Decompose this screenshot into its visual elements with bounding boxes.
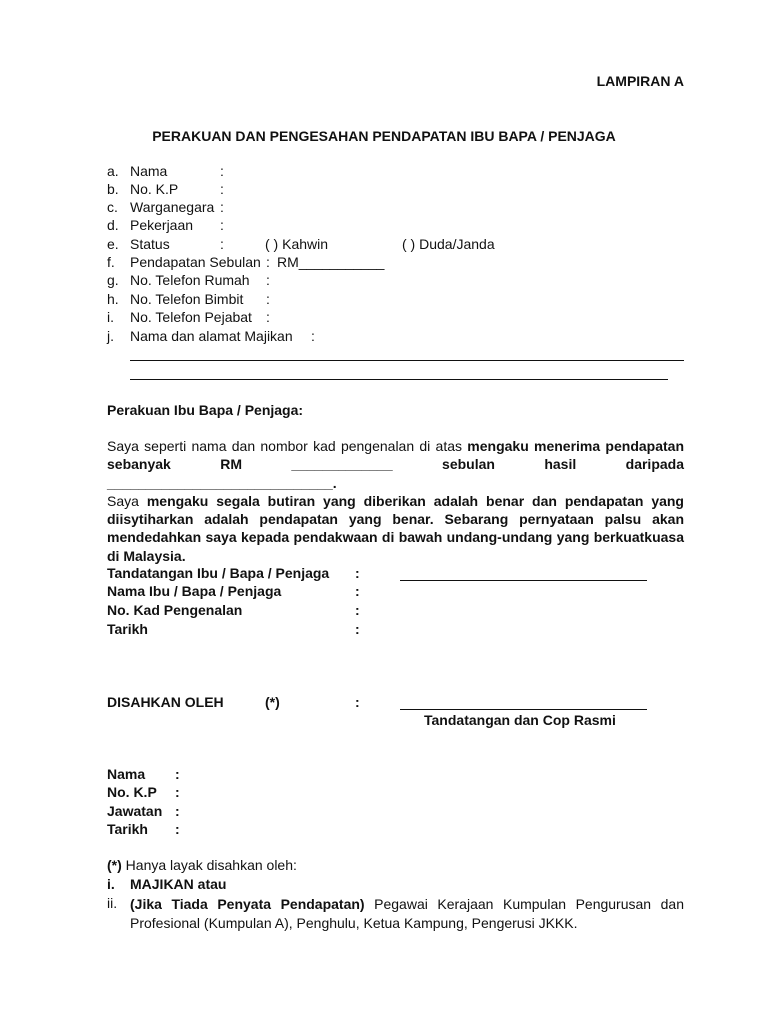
footnote-item-number: i. [107, 876, 115, 892]
field-letter: i. [107, 309, 114, 325]
footnote-mark: (*) [107, 857, 122, 873]
field-letter: e. [107, 236, 119, 252]
field-colon: : [266, 291, 270, 307]
field-colon: : [311, 328, 315, 344]
officer-name-label: Nama [107, 766, 146, 782]
field-label: Pekerjaan [130, 217, 194, 233]
field-label: No. Telefon Pejabat [130, 309, 252, 325]
footnote-item-officials-text: Pegawai Kerajaan Kumpulan Pengurusan dan Profesional (Kumpulan A), Penghulu, Ketua Kampung, Pengerusi JKKK. [130, 896, 684, 931]
field-letter: d. [107, 217, 119, 233]
footnote-item-officials [130, 895, 684, 933]
field-colon: : [266, 254, 270, 270]
declaration-sentence-1-normal: Saya seperti nama dan nombor kad pengenalan di atas [107, 438, 468, 454]
field-colon: : [220, 199, 224, 215]
date-colon: : [355, 621, 360, 637]
ic-number-colon: : [355, 602, 360, 618]
footnote-intro [107, 857, 297, 873]
field-letter: j. [107, 328, 114, 344]
declaration-sentence-1-bold: mengaku menerima pendapatan sebanyak RM _____________ sebulan hasil daripada _____________________________. [107, 438, 685, 491]
signature-label: Tandatangan Ibu / Bapa / Penjaga [107, 565, 330, 581]
field-label: No. Telefon Rumah [130, 272, 250, 288]
officer-ic-label: No. K.P [107, 784, 157, 800]
field-colon: : [220, 217, 224, 233]
status-option-kahwin: ( ) Kahwin [265, 236, 329, 252]
footnote-item-condition: (Jika Tiada Penyata Pendapatan) [130, 896, 365, 912]
officer-position-label: Jawatan [107, 803, 163, 819]
officer-ic-colon: : [175, 784, 180, 800]
address-line-2 [130, 379, 668, 380]
ic-number-label: No. Kad Pengenalan [107, 602, 243, 618]
field-label: Pendapatan Sebulan [130, 254, 261, 270]
official-stamp-caption: Tandatangan dan Cop Rasmi [424, 712, 616, 728]
address-line-1 [130, 360, 684, 361]
field-colon: : [220, 236, 224, 252]
field-letter: b. [107, 181, 119, 197]
footnote-item-number: ii. [107, 895, 118, 911]
field-colon: : [266, 309, 270, 325]
field-letter: c. [107, 199, 118, 215]
field-letter: g. [107, 272, 119, 288]
declaration-sentence-2-bold: mengaku segala butiran yang diberikan adalah benar dan pendapatan yang diisytiharkan adalah pendapatan yang benar. Sebarang pernyataan palsu akan mendedahkan saya kepada pendakwaan di bawah undang-undang yang berkuatkuasa di Malaysia. [107, 492, 684, 564]
declaration-sentence-2-normal: Saya [107, 492, 147, 509]
field-label: Status [130, 236, 170, 252]
document-title: PERAKUAN DAN PENGESAHAN PENDAPATAN IBU BAPA / PENJAGA [152, 128, 616, 144]
field-label: Nama [130, 163, 168, 179]
field-label: Nama dan alamat Majikan [130, 328, 293, 344]
field-colon: : [266, 272, 270, 288]
declaration-heading: Perakuan Ibu Bapa / Penjaga: [107, 402, 304, 418]
officer-date-label: Tarikh [107, 821, 148, 837]
footnote-item-employer: MAJIKAN atau [130, 876, 227, 892]
certified-by-colon: : [355, 694, 360, 710]
officer-position-colon: : [175, 803, 180, 819]
field-letter: h. [107, 291, 119, 307]
parent-name-label: Nama Ibu / Bapa / Penjaga [107, 583, 282, 599]
signature-line [400, 580, 647, 581]
officer-date-colon: : [175, 821, 180, 837]
field-label: No. Telefon Bimbit [130, 291, 244, 307]
field-label: No. K.P [130, 181, 179, 197]
signature-colon: : [355, 565, 360, 581]
field-label: Warganegara [130, 199, 215, 215]
declaration-text [107, 437, 684, 565]
field-letter: a. [107, 163, 119, 179]
field-colon: : [220, 181, 224, 197]
income-value: RM___________ [277, 254, 385, 270]
status-option-duda-janda: ( ) Duda/Janda [402, 236, 495, 252]
date-label: Tarikh [107, 621, 148, 637]
field-colon: : [220, 163, 224, 179]
official-signature-line [400, 709, 647, 710]
appendix-label: LAMPIRAN A [596, 73, 684, 89]
parent-name-colon: : [355, 583, 360, 599]
officer-name-colon: : [175, 766, 180, 782]
field-letter: f. [107, 254, 115, 270]
certified-by-label: DISAHKAN OLEH [107, 694, 224, 710]
certified-by-mark: (*) [265, 694, 280, 710]
footnote-intro-text: Hanya layak disahkan oleh: [121, 857, 297, 873]
